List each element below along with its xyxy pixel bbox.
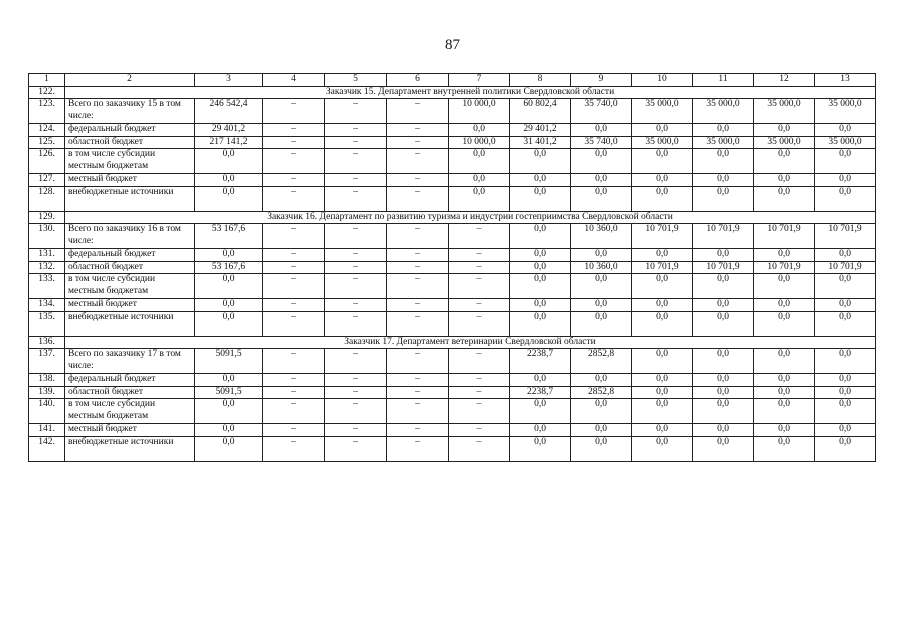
table-row [29,424,876,437]
table-body [29,86,876,461]
table-cell: 10 701,9 [815,261,876,274]
table-cell: – [387,174,449,187]
table-cell: – [387,386,449,399]
table-cell: 0,0 [571,311,632,336]
table-cell: – [449,424,510,437]
table-cell: 0,0 [754,424,815,437]
table-cell: 10 360,0 [571,224,632,249]
table-cell: 2238,7 [510,386,571,399]
table-cell: – [263,374,325,387]
table-cell: 0,0 [571,299,632,312]
table-cell: – [449,311,510,336]
table-cell: – [325,311,387,336]
table-cell: 0,0 [510,436,571,461]
table-cell: 0,0 [510,399,571,424]
table-cell: 10 000,0 [449,99,510,124]
table-cell: 10 701,9 [754,224,815,249]
table-cell: 0,0 [754,386,815,399]
table-row [29,299,876,312]
table-cell: 0,0 [632,386,693,399]
row-label: Всего по заказчику 15 в том числе: [65,99,195,124]
table-cell: 0,0 [815,311,876,336]
table-cell: – [263,386,325,399]
row-label: Всего по заказчику 16 в том числе: [65,224,195,249]
column-header: 3 [195,74,263,87]
section-title: Заказчик 16. Департамент по развитию туризма и индустрии гостеприимства Свердловской области [65,211,876,224]
section-row [29,211,876,224]
table-cell: – [325,261,387,274]
table-cell: 0,0 [754,249,815,262]
table-row [29,274,876,299]
table-cell: 0,0 [195,186,263,211]
row-label: федеральный бюджет [65,124,195,137]
table-cell: – [387,99,449,124]
table-cell: 53 167,6 [195,261,263,274]
row-label: областной бюджет [65,386,195,399]
row-label: Всего по заказчику 17 в том числе: [65,349,195,374]
table-cell: – [387,399,449,424]
table-cell: 0,0 [815,424,876,437]
table-cell: – [263,224,325,249]
section-title: Заказчик 17. Департамент ветеринарии Свердловской области [65,336,876,349]
table-row [29,136,876,149]
row-label: местный бюджет [65,424,195,437]
table-cell: 35 000,0 [754,99,815,124]
table-cell: 0,0 [510,186,571,211]
table-cell: 0,0 [195,399,263,424]
table-row [29,124,876,137]
row-label: местный бюджет [65,299,195,312]
table-cell: 31 401,2 [510,136,571,149]
table-cell: 0,0 [571,249,632,262]
table-cell: 0,0 [754,124,815,137]
table-cell: 35 000,0 [815,136,876,149]
table-cell: 0,0 [815,174,876,187]
table-cell: 0,0 [754,436,815,461]
table-cell: 0,0 [693,186,754,211]
table-cell: – [263,399,325,424]
table-row [29,311,876,336]
table-cell: – [325,349,387,374]
table-cell: – [449,436,510,461]
table-row [29,436,876,461]
table-cell: – [325,224,387,249]
table-row [29,349,876,374]
table-cell: 0,0 [510,149,571,174]
table-cell: – [449,249,510,262]
column-header: 11 [693,74,754,87]
table-cell: – [449,386,510,399]
table-cell: 0,0 [632,399,693,424]
row-number: 142. [29,436,65,461]
table-row [29,261,876,274]
table-cell: – [263,136,325,149]
table-cell: – [325,299,387,312]
table-cell: 10 360,0 [571,261,632,274]
table-cell: 0,0 [449,124,510,137]
table-cell: 0,0 [754,274,815,299]
table-cell: – [263,149,325,174]
table-cell: 0,0 [754,311,815,336]
table-cell: – [387,349,449,374]
table-cell: 0,0 [815,274,876,299]
table-cell: – [325,99,387,124]
table-cell: 0,0 [510,261,571,274]
table-cell: 246 542,4 [195,99,263,124]
table-cell: – [325,436,387,461]
table-cell: 10 701,9 [815,224,876,249]
table-cell: – [325,136,387,149]
table-cell: 0,0 [693,424,754,437]
table-cell: 0,0 [815,149,876,174]
table-cell: 0,0 [195,424,263,437]
table-row [29,249,876,262]
row-label: в том числе субсидии местным бюджетам [65,399,195,424]
table-cell: 0,0 [571,399,632,424]
table-cell: 0,0 [693,399,754,424]
row-number: 123. [29,99,65,124]
table-cell: – [449,224,510,249]
table-cell: – [449,374,510,387]
table-cell: – [449,299,510,312]
table-cell: – [387,299,449,312]
table-cell: – [263,274,325,299]
table-cell: 0,0 [693,299,754,312]
table-cell: 10 701,9 [632,261,693,274]
table-cell: 0,0 [693,349,754,374]
table-cell: 0,0 [815,299,876,312]
table-cell: – [263,299,325,312]
table-row [29,386,876,399]
table-cell: 10 701,9 [693,261,754,274]
row-label: в том числе субсидии местным бюджетам [65,149,195,174]
row-number: 131. [29,249,65,262]
table-cell: – [325,186,387,211]
table-cell: – [387,186,449,211]
budget-table [28,73,876,462]
table-cell: 0,0 [754,299,815,312]
table-cell: 0,0 [449,186,510,211]
row-number: 125. [29,136,65,149]
table-cell: 0,0 [571,274,632,299]
table-cell: 2852,8 [571,386,632,399]
table-cell: 0,0 [754,349,815,374]
table-cell: 0,0 [632,311,693,336]
column-header: 7 [449,74,510,87]
table-cell: – [325,386,387,399]
table-cell: 0,0 [571,436,632,461]
table-cell: 0,0 [693,311,754,336]
table-cell: 0,0 [815,124,876,137]
table-cell: – [449,261,510,274]
table-cell: – [387,224,449,249]
row-number: 138. [29,374,65,387]
table-cell: 5091,5 [195,386,263,399]
table-cell: 0,0 [693,249,754,262]
row-label: внебюджетные источники [65,186,195,211]
table-cell: – [263,186,325,211]
column-header: 5 [325,74,387,87]
column-header: 2 [65,74,195,87]
table-cell: 0,0 [510,424,571,437]
table-cell: 0,0 [815,386,876,399]
table-cell: – [387,374,449,387]
table-cell: 0,0 [571,124,632,137]
table-cell: – [263,249,325,262]
row-number: 128. [29,186,65,211]
table-cell: – [325,174,387,187]
table-cell: 35 000,0 [815,99,876,124]
table-cell: 0,0 [571,174,632,187]
table-cell: 0,0 [632,149,693,174]
table-cell: 0,0 [693,274,754,299]
table-cell: – [325,374,387,387]
table-cell: – [449,349,510,374]
table-cell: 0,0 [632,249,693,262]
row-number: 130. [29,224,65,249]
table-cell: – [263,124,325,137]
row-number: 133. [29,274,65,299]
table-cell: 0,0 [693,386,754,399]
table-cell: 0,0 [510,299,571,312]
table-row [29,399,876,424]
section-row [29,336,876,349]
table-cell: 0,0 [632,349,693,374]
table-cell: 10 701,9 [632,224,693,249]
row-number: 134. [29,299,65,312]
table-cell: 10 000,0 [449,136,510,149]
row-number: 132. [29,261,65,274]
table-cell: 35 740,0 [571,136,632,149]
table-cell: – [387,124,449,137]
table-cell: – [387,249,449,262]
row-number: 136. [29,336,65,349]
table-cell: – [263,311,325,336]
column-header: 8 [510,74,571,87]
table-cell: – [263,424,325,437]
table-cell: 0,0 [510,224,571,249]
table-cell: 0,0 [510,174,571,187]
table-cell: – [449,399,510,424]
table-cell: 0,0 [632,424,693,437]
row-number: 137. [29,349,65,374]
table-cell: 0,0 [195,374,263,387]
table-row [29,186,876,211]
table-cell: 0,0 [195,436,263,461]
table-cell: 0,0 [693,374,754,387]
table-cell: – [387,424,449,437]
table-cell: – [449,274,510,299]
table-cell: 0,0 [754,174,815,187]
table-cell: 0,0 [754,399,815,424]
table-cell: 0,0 [195,174,263,187]
table-cell: 0,0 [754,186,815,211]
table-cell: 0,0 [632,374,693,387]
row-label: федеральный бюджет [65,249,195,262]
table-cell: – [263,99,325,124]
table-cell: – [387,274,449,299]
row-number: 129. [29,211,65,224]
table-cell: – [325,274,387,299]
section-title: Заказчик 15. Департамент внутренней политики Свердловской области [65,86,876,99]
table-cell: 35 000,0 [693,99,754,124]
table-cell: 0,0 [195,311,263,336]
table-cell: – [387,311,449,336]
table-cell: 0,0 [693,436,754,461]
table-cell: 0,0 [571,186,632,211]
table-cell: 0,0 [815,436,876,461]
table-cell: 0,0 [815,349,876,374]
table-cell: 0,0 [195,149,263,174]
table-row [29,149,876,174]
table-cell: 29 401,2 [195,124,263,137]
column-header: 4 [263,74,325,87]
table-cell: 0,0 [815,186,876,211]
table-cell: 35 000,0 [693,136,754,149]
row-number: 126. [29,149,65,174]
table-cell: – [263,261,325,274]
row-number: 141. [29,424,65,437]
table-cell: – [325,399,387,424]
table-cell: 0,0 [693,174,754,187]
row-number: 140. [29,399,65,424]
table-cell: – [325,424,387,437]
table-cell: 0,0 [449,149,510,174]
table-cell: 0,0 [632,186,693,211]
table-cell: 0,0 [510,374,571,387]
table-cell: 0,0 [510,274,571,299]
section-row [29,86,876,99]
table-cell: 0,0 [693,124,754,137]
table-cell: 0,0 [195,249,263,262]
table-cell: 0,0 [195,299,263,312]
table-cell: 0,0 [754,149,815,174]
row-number: 139. [29,386,65,399]
table-row [29,99,876,124]
table-cell: 0,0 [815,249,876,262]
table-cell: 217 141,2 [195,136,263,149]
row-label: областной бюджет [65,261,195,274]
table-row [29,174,876,187]
row-number: 124. [29,124,65,137]
table-cell: 35 740,0 [571,99,632,124]
column-header: 9 [571,74,632,87]
table-row [29,374,876,387]
column-header: 10 [632,74,693,87]
row-label: внебюджетные источники [65,311,195,336]
table-cell: 53 167,6 [195,224,263,249]
table-cell: 29 401,2 [510,124,571,137]
table-cell: 2238,7 [510,349,571,374]
table-cell: 0,0 [693,149,754,174]
table-cell: – [387,436,449,461]
column-header: 6 [387,74,449,87]
table-cell: – [263,436,325,461]
row-number: 127. [29,174,65,187]
table-cell: – [325,149,387,174]
table-row [29,224,876,249]
table-cell: 0,0 [815,374,876,387]
table-cell: – [387,149,449,174]
table-cell: 0,0 [632,174,693,187]
row-label: федеральный бюджет [65,374,195,387]
table-cell: 0,0 [510,311,571,336]
table-cell: 2852,8 [571,349,632,374]
table-cell: – [325,249,387,262]
header-row [29,74,876,87]
table-cell: 0,0 [571,374,632,387]
table-cell: – [387,136,449,149]
row-number: 122. [29,86,65,99]
table-cell: 60 802,4 [510,99,571,124]
table-cell: 0,0 [195,274,263,299]
table-cell: 10 701,9 [693,224,754,249]
table-cell: 0,0 [571,149,632,174]
table-cell: – [263,349,325,374]
table-cell: 0,0 [571,424,632,437]
table-cell: 5091,5 [195,349,263,374]
table-cell: 35 000,0 [632,99,693,124]
row-label: областной бюджет [65,136,195,149]
row-number: 135. [29,311,65,336]
row-label: внебюджетные источники [65,436,195,461]
row-label: местный бюджет [65,174,195,187]
table-cell: 10 701,9 [754,261,815,274]
table-cell: 0,0 [754,374,815,387]
table-cell: 0,0 [632,124,693,137]
table-cell: 35 000,0 [632,136,693,149]
table-cell: 35 000,0 [754,136,815,149]
table-cell: 0,0 [632,436,693,461]
table-cell: – [263,174,325,187]
table-cell: 0,0 [815,399,876,424]
table-cell: 0,0 [632,274,693,299]
table-cell: 0,0 [510,249,571,262]
row-label: в том числе субсидии местным бюджетам [65,274,195,299]
page-number: 87 [445,37,460,53]
column-header: 1 [29,74,65,87]
table-cell: 0,0 [632,299,693,312]
table-cell: 0,0 [449,174,510,187]
column-header: 13 [815,74,876,87]
column-header: 12 [754,74,815,87]
table-cell: – [325,124,387,137]
table-cell: – [387,261,449,274]
